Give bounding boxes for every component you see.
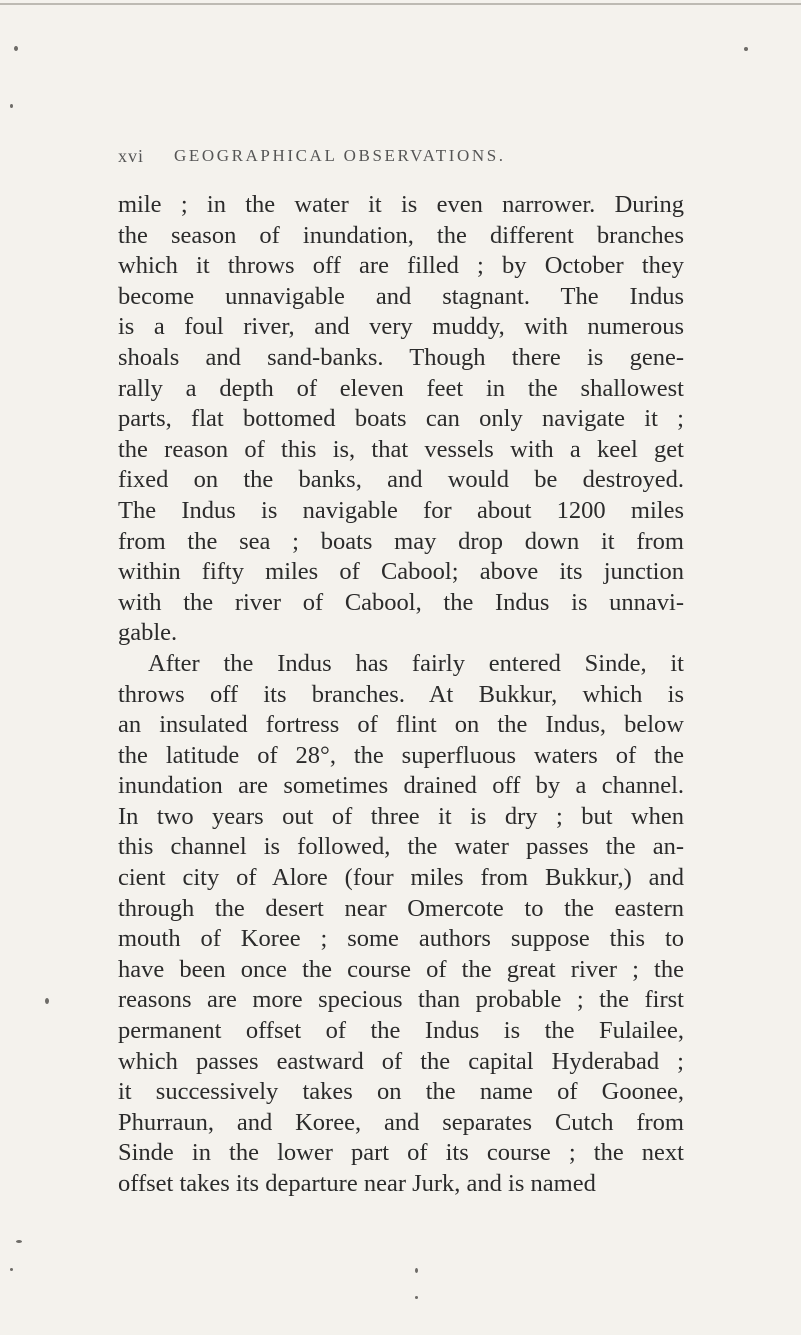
text-line: The Indus is navigable for about 1200 miles: [118, 496, 684, 524]
text-line: have been once the course of the great river ; the: [118, 955, 684, 983]
scan-speck: [415, 1268, 418, 1273]
text-line: rally a depth of eleven feet in the shallowest: [118, 374, 684, 402]
text-line: through the desert near Omercote to the eastern: [118, 894, 684, 922]
paragraph: [118, 649, 684, 1200]
body-text: [118, 190, 684, 1200]
page-header: [118, 146, 678, 176]
text-line: cient city of Alore (four miles from Bukkur,) and: [118, 864, 684, 892]
text-line: with the river of Cabool, the Indus is unnavi-: [118, 588, 684, 616]
scan-speck: [415, 1296, 418, 1299]
text-line: shoals and sand-banks. Though there is gene-: [118, 343, 684, 371]
text-line: which it throws off are filled ; by October they: [118, 252, 684, 280]
text-line: mile ; in the water it is even narrower. During: [118, 191, 684, 218]
text-line: an insulated fortress of flint on the Indus, below: [118, 711, 684, 739]
text-line: Sinde in the lower part of its course ; the next: [118, 1139, 684, 1167]
scan-edge-line: [0, 3, 801, 5]
paragraph: [118, 190, 684, 649]
text-line: gable.: [118, 619, 178, 647]
text-line: which passes eastward of the capital Hyderabad ;: [118, 1047, 684, 1075]
scan-speck: [10, 1268, 13, 1271]
scan-speck: [744, 47, 748, 51]
text-line: within fifty miles of Cabool; above its junction: [118, 558, 684, 586]
text-line: reasons are more specious than probable ; the first: [118, 986, 684, 1014]
text-line: offset takes its departure near Jurk, and is named: [118, 1170, 596, 1197]
text-line: throws off its branches. At Bukkur, which is: [118, 680, 684, 708]
running-title: GEOGRAPHICAL OBSERVATIONS.: [174, 146, 506, 165]
scan-speck: [16, 1240, 22, 1243]
text-line: the latitude of 28°, the superfluous waters of the: [118, 741, 684, 769]
page-number: xvi: [118, 146, 145, 166]
text-line: is a foul river, and very muddy, with numerous: [118, 313, 684, 341]
text-line: from the sea ; boats may drop down it from: [118, 527, 684, 555]
text-line: it successively takes on the name of Goonee,: [118, 1078, 684, 1106]
text-line: become unnavigable and stagnant. The Indus: [118, 282, 684, 310]
text-line: this channel is followed, the water passes the an-: [118, 833, 684, 861]
scan-speck: [10, 104, 13, 108]
text-line: fixed on the banks, and would be destroyed.: [118, 466, 684, 494]
text-line: the reason of this is, that vessels with a keel get: [118, 435, 684, 463]
text-line: inundation are sometimes drained off by a channel.: [118, 772, 684, 800]
text-line: parts, flat bottomed boats can only navigate it ;: [118, 405, 684, 433]
text-line: Phurraun, and Koree, and separates Cutch from: [118, 1108, 684, 1136]
scan-speck: [14, 46, 18, 51]
text-line: the season of inundation, the different branches: [118, 221, 684, 249]
text-line: In two years out of three it is dry ; but when: [118, 802, 684, 830]
scan-speck: [45, 998, 49, 1004]
text-line: mouth of Koree ; some authors suppose this to: [118, 925, 684, 953]
text-line: After the Indus has fairly entered Sinde, it: [148, 649, 684, 677]
text-line: permanent offset of the Indus is the Fulailee,: [118, 1017, 684, 1045]
